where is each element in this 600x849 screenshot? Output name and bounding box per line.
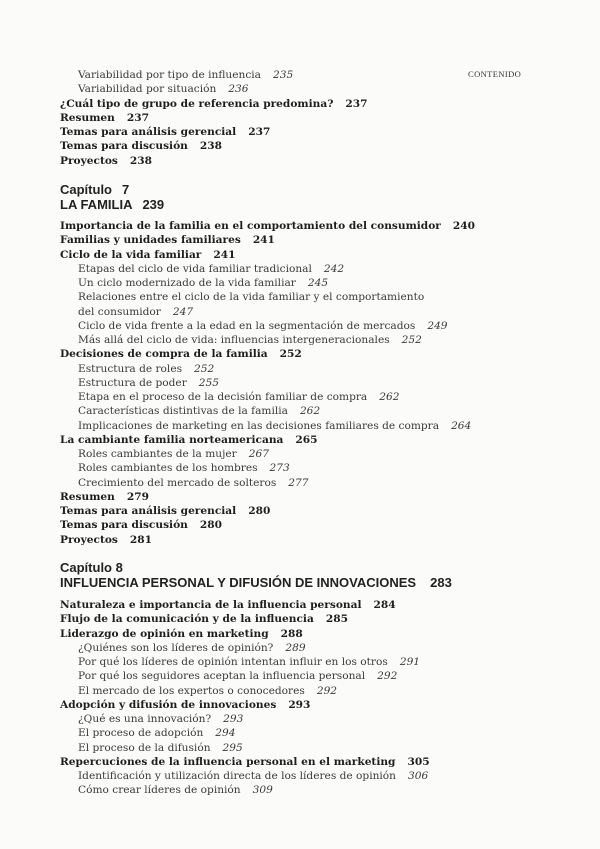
toc-section	[60, 347, 580, 361]
toc-page-number: 241	[213, 248, 236, 261]
chapter-number: 7	[122, 182, 130, 197]
toc-page-number: 236	[228, 83, 249, 96]
toc-section	[60, 139, 580, 153]
toc-entry-title: Decisiones de compra de la familia	[60, 348, 268, 361]
toc-entry-title: Más allá del ciclo de vida: influencias intergeneracionales	[78, 334, 390, 346]
chapter-number: 8	[115, 560, 123, 575]
toc-subsection	[60, 741, 580, 755]
toc-section	[60, 755, 580, 769]
toc-entry-title: ¿Quiénes son los líderes de opinión?	[78, 641, 274, 654]
toc-subsection	[60, 712, 580, 726]
toc-entry-title: Temas para discusión	[60, 519, 188, 532]
toc-page-number: 306	[408, 770, 429, 782]
toc-subsection	[60, 684, 580, 698]
toc-page-number: 241	[252, 234, 275, 247]
toc-entry-title: Proyectos	[60, 533, 118, 546]
toc-section	[60, 111, 580, 125]
toc-section	[60, 490, 580, 504]
toc-page-number: 252	[401, 334, 422, 346]
toc-subsection	[60, 419, 580, 433]
chapter-title: LA FAMILIA	[60, 197, 133, 212]
toc-entry-title: Por qué los líderes de opinión intentan influir en los otros	[78, 656, 388, 668]
toc-entry-title: Ciclo de vida frente a la edad en la segmentación de mercados	[78, 319, 416, 332]
toc-page-number: 279	[126, 490, 149, 503]
toc-section	[60, 598, 580, 612]
toc-page-number: 292	[377, 670, 398, 683]
toc-page-number: 255	[198, 376, 220, 389]
toc-section	[60, 248, 580, 262]
chapter-8-heading	[60, 560, 452, 590]
toc-subsection	[60, 376, 580, 390]
chapter-7-entries	[60, 219, 580, 547]
toc-section	[60, 154, 580, 168]
toc-subsection	[60, 447, 580, 461]
toc-entry-title: Temas para análisis gerencial	[60, 126, 237, 138]
toc-subsection	[60, 783, 580, 797]
toc-entry-title: Características distintivas de la familia	[78, 405, 288, 418]
toc-page-number: 294	[215, 727, 236, 740]
toc-page-number: 291	[399, 656, 421, 668]
toc-entry-title: Resumen	[60, 111, 115, 124]
toc-continuation	[60, 68, 580, 168]
toc-page-number: 247	[172, 305, 194, 318]
toc-entry-title: Estructura de poder	[78, 376, 187, 389]
toc-page-number: 267	[248, 448, 269, 460]
toc-subsection	[60, 262, 580, 276]
toc-entry-title: Etapa en el proceso de la decisión familiar de compra	[78, 391, 368, 403]
toc-subsection	[60, 333, 580, 347]
toc-subsection	[60, 726, 580, 740]
toc-page-number: 235	[272, 69, 294, 81]
toc-entry-title: Variabilidad por tipo de influencia	[78, 69, 261, 81]
chapter-label: Capítulo	[60, 182, 112, 197]
toc-entry-title: Relaciones entre el ciclo de la vida familiar y el comportamiento	[78, 291, 425, 304]
toc-subsection	[60, 276, 580, 290]
toc-page-number: 293	[288, 698, 311, 711]
toc-page-number: 289	[285, 641, 306, 654]
toc-section	[60, 233, 580, 247]
toc-entry-title: Adopción y difusión de innovaciones	[60, 698, 277, 711]
toc-page-number: 237	[248, 126, 271, 138]
toc-page-number: 305	[407, 755, 430, 768]
toc-page-number: 262	[299, 405, 321, 418]
toc-section	[60, 219, 580, 233]
toc-page-number: 242	[323, 262, 345, 275]
chapter-label: Capítulo	[60, 560, 112, 575]
toc-subsection	[60, 305, 580, 319]
toc-subsection	[60, 82, 580, 96]
toc-page-number: 252	[279, 348, 302, 361]
toc-subsection	[60, 68, 580, 82]
toc-entry-title: Variabilidad por situación	[78, 83, 217, 96]
toc-entry-title: Ciclo de la vida familiar	[60, 248, 202, 261]
toc-entry-title: ¿Qué es una innovación?	[78, 713, 212, 725]
toc-page-number: 292	[316, 684, 338, 697]
toc-page-number: 273	[269, 462, 290, 475]
toc-subsection	[60, 769, 580, 783]
toc-page-number: 240	[452, 220, 475, 232]
toc-entry-title: Crecimiento del mercado de solteros	[78, 476, 277, 489]
toc-entry-title: Un ciclo modernizado de la vida familiar	[78, 277, 296, 289]
toc-entry-title: Liderazgo de opinión en marketing	[60, 627, 269, 640]
toc-entry-title: Cómo crear líderes de opinión	[78, 784, 241, 797]
toc-entry-title: El mercado de los expertos o conocedores	[78, 684, 305, 697]
chapter-page: 239	[142, 197, 165, 212]
toc-entry-title: Resumen	[60, 490, 115, 503]
toc-entry-title: Roles cambiantes de la mujer	[78, 448, 237, 460]
toc-subsection	[60, 319, 580, 333]
toc-page-number: 252	[194, 362, 215, 375]
toc-page-number: 280	[248, 505, 271, 517]
toc-section	[60, 627, 580, 641]
toc-section	[60, 433, 580, 447]
toc-entry-title: Identificación y utilización directa de los líderes de opinión	[78, 770, 396, 782]
toc-entry-title: Por qué los seguidores aceptan la influencia personal	[78, 670, 366, 683]
toc-subsection	[60, 476, 580, 490]
toc-subsection	[60, 404, 580, 418]
toc-entry-title: Importancia de la familia en el comportamiento del consumidor	[60, 220, 441, 232]
toc-page-number: 238	[199, 140, 222, 153]
toc-entry-title: La cambiante familia norteamericana	[60, 433, 284, 446]
toc-page-number: 281	[129, 533, 153, 546]
toc-page-number: 284	[373, 599, 396, 611]
toc-entry-title: El proceso de la difusión	[78, 741, 211, 754]
toc-entry-title: Implicaciones de marketing en las decisiones familiares de compra	[78, 419, 440, 432]
toc-entry-title: ¿Cuál tipo de grupo de referencia predomina?	[60, 97, 334, 110]
toc-page-number: 237	[345, 97, 368, 110]
toc-page-number: 285	[325, 613, 348, 626]
toc-page-number: 262	[379, 391, 400, 403]
toc-subsection	[60, 390, 580, 404]
toc-entry-title: Repercuciones de la influencia personal en el marketing	[60, 755, 396, 768]
toc-section	[60, 698, 580, 712]
toc-subsection	[60, 461, 580, 475]
toc-entry-title: Roles cambiantes de los hombres	[78, 462, 258, 475]
toc-entry-title: Flujo de la comunicación y de la influencia	[60, 613, 314, 626]
toc-entry-title: Familias y unidades familiares	[60, 234, 241, 247]
toc-page-number: 309	[252, 784, 273, 797]
toc-entry-title: Proyectos	[60, 154, 118, 167]
toc-section	[60, 97, 580, 111]
toc-page-number: 245	[307, 277, 329, 289]
toc-subsection	[60, 669, 580, 683]
toc-section	[60, 518, 580, 532]
toc-page-number: 249	[427, 319, 448, 332]
toc-section	[60, 125, 580, 139]
toc-page-number: 237	[126, 111, 149, 124]
toc-entry-title: Naturaleza e importancia de la influencia personal	[60, 599, 362, 611]
toc-entry-title: Etapas del ciclo de vida familiar tradicional	[78, 262, 312, 275]
toc-section	[60, 504, 580, 518]
toc-page-number: 265	[295, 433, 318, 446]
toc-page-number: 293	[223, 713, 244, 725]
chapter-8-entries	[60, 598, 580, 798]
toc-page-number: 238	[129, 154, 153, 167]
toc-entry-title: Estructura de roles	[78, 362, 183, 375]
toc-page-number: 295	[222, 741, 243, 754]
toc-page-number: 288	[280, 627, 303, 640]
toc-entry-title: Temas para discusión	[60, 140, 188, 153]
toc-section	[60, 533, 580, 547]
toc-entry-title: del consumidor	[78, 305, 161, 318]
toc-page-number: 277	[288, 476, 309, 489]
toc-subsection	[60, 362, 580, 376]
chapter-7-heading	[60, 182, 164, 212]
chapter-title: INFLUENCIA PERSONAL Y DIFUSIÓN DE INNOVACIONES	[60, 575, 417, 590]
toc-entry-title: Temas para análisis gerencial	[60, 505, 237, 517]
chapter-page: 283	[430, 575, 452, 590]
toc-entry-title: El proceso de adopción	[78, 727, 204, 740]
running-header: CONTENIDO	[468, 69, 522, 79]
toc-section	[60, 612, 580, 626]
toc-page-number: 264	[451, 419, 472, 432]
toc-subsection	[60, 290, 580, 304]
toc-subsection	[60, 641, 580, 655]
toc-page-number: 280	[199, 519, 222, 532]
toc-subsection	[60, 655, 580, 669]
